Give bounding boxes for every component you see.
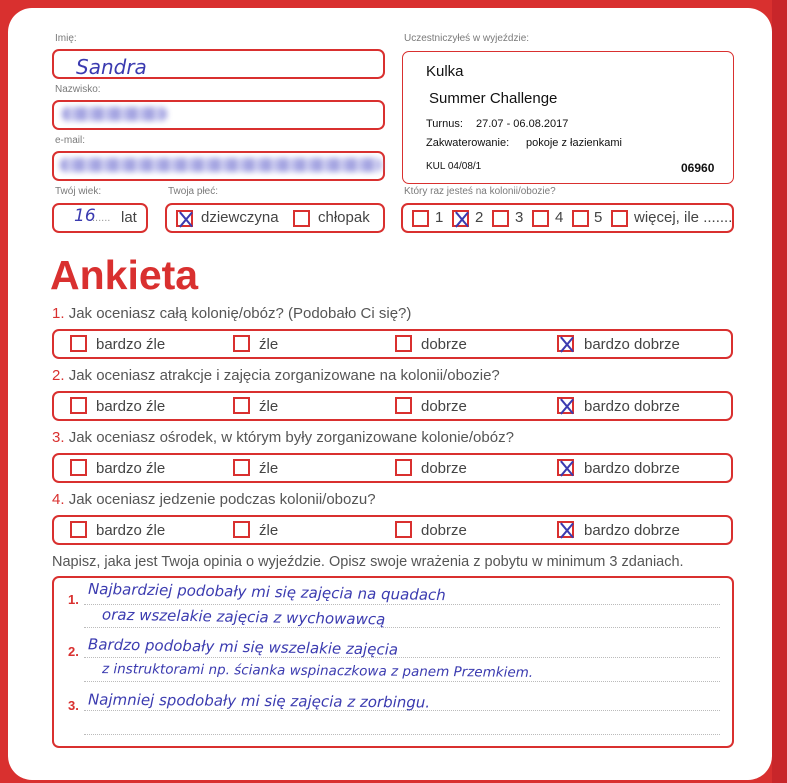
q3-option-bad-label: źle: [259, 460, 279, 477]
q3-option-very-good-label: bardzo dobrze: [584, 460, 680, 477]
q3-option-very-good-checkbox[interactable]: [557, 459, 574, 476]
q4-option-very-bad-label: bardzo źle: [96, 522, 166, 539]
q4-option-very-bad-checkbox[interactable]: [70, 521, 87, 538]
q2-option-bad-label: źle: [259, 398, 279, 415]
q1-option-bad-checkbox[interactable]: [233, 335, 250, 352]
q2-option-good-label: dobrze: [421, 398, 467, 415]
q2-option-bad-checkbox[interactable]: [233, 397, 250, 414]
age-label: Twój wiek:: [55, 186, 102, 197]
q4-option-good-checkbox[interactable]: [395, 521, 412, 538]
times-4-checkbox[interactable]: [532, 210, 549, 227]
times-label: Który raz jesteś na kolonii/obozie?: [404, 186, 556, 197]
answer-line-4: z instruktorami np. ścianka wspinaczkowa z panem Przemkiem.: [101, 661, 534, 681]
accommodation-value: pokoje z łazienkami: [526, 137, 622, 149]
q1-option-good-checkbox[interactable]: [395, 335, 412, 352]
q1-option-very-bad-label: bardzo źle: [96, 336, 166, 353]
q2-option-good-checkbox[interactable]: [395, 397, 412, 414]
page-edge: [772, 0, 787, 783]
q1-option-very-bad-checkbox[interactable]: [70, 335, 87, 352]
q3-option-very-bad-checkbox[interactable]: [70, 459, 87, 476]
times-3-checkbox[interactable]: [492, 210, 509, 227]
question-2-number: 2.: [52, 367, 65, 384]
times-5-checkbox[interactable]: [572, 210, 589, 227]
turnus-value: 27.07 - 06.08.2017: [476, 118, 569, 130]
question-1-number: 1.: [52, 305, 65, 322]
gender-label: Twoja płeć:: [168, 186, 219, 197]
times-more-label: więcej, ile .......: [634, 209, 733, 226]
gender-male-label: chłopak: [318, 209, 370, 226]
times-5-label: 5: [594, 209, 603, 226]
answer-line-3: Bardzo podobały mi się wszelakie zajęcia: [87, 635, 399, 659]
q1-option-good-label: dobrze: [421, 336, 467, 353]
question-4: [52, 491, 376, 508]
question-2: [52, 367, 500, 384]
gender-female-checkbox[interactable]: [176, 210, 193, 227]
question-3-number: 3.: [52, 429, 65, 446]
answer-number-2: 2.: [68, 644, 79, 659]
q4-option-bad-checkbox[interactable]: [233, 521, 250, 538]
trip-program: Summer Challenge: [429, 90, 558, 107]
q1-option-very-good-checkbox[interactable]: [557, 335, 574, 352]
q1-option-very-good-label: bardzo dobrze: [584, 336, 680, 353]
question-1-text: Jak oceniasz całą kolonię/obóz? (Podobało Ci się?): [68, 305, 412, 322]
question-3-text: Jak oceniasz ośrodek, w którym były zorganizowane kolonie/obóz?: [68, 429, 514, 446]
trip-number: 06960: [681, 161, 715, 175]
gender-male-checkbox[interactable]: [293, 210, 310, 227]
question-2-text: Jak oceniasz atrakcje i zajęcia zorganizowane na kolonii/obozie?: [68, 367, 500, 384]
answer-line: [84, 734, 720, 735]
answer-line-5: Najmniej spodobały mi się zajęcia z zorbingu.: [87, 690, 431, 712]
answer-number-1: 1.: [68, 592, 79, 607]
q3-option-good-label: dobrze: [421, 460, 467, 477]
times-2-label: 2: [475, 209, 484, 226]
age-dots: ......: [92, 212, 111, 224]
times-2-checkbox[interactable]: [452, 210, 469, 227]
email-redacted: [60, 158, 382, 172]
q4-option-very-good-label: bardzo dobrze: [584, 522, 680, 539]
opinion-prompt: Napisz, jaka jest Twoja opinia o wyjeździe. Opisz swoje wrażenia z pobytu w minimum 3 zdaniach.: [52, 554, 684, 570]
times-more-checkbox[interactable]: [611, 210, 628, 227]
trip-code: KUL 04/08/1: [426, 161, 482, 172]
q3-option-bad-checkbox[interactable]: [233, 459, 250, 476]
last-name-label: Nazwisko:: [55, 84, 101, 95]
times-1-checkbox[interactable]: [412, 210, 429, 227]
email-label: e-mail:: [55, 135, 86, 146]
answer-line-1: Najbardziej podobały mi się zajęcia na quadach: [87, 579, 446, 605]
gender-female-label: dziewczyna: [201, 209, 279, 226]
first-name-label: Imię:: [55, 33, 77, 44]
question-4-text: Jak oceniasz jedzenie podczas kolonii/obozu?: [68, 491, 376, 508]
answer-line: [84, 604, 720, 605]
q4-option-bad-label: źle: [259, 522, 279, 539]
trip-label: Uczestniczyłeś w wyjeździe:: [404, 33, 530, 44]
age-unit: lat: [121, 209, 137, 226]
question-4-number: 4.: [52, 491, 65, 508]
times-4-label: 4: [555, 209, 564, 226]
q3-option-very-bad-label: bardzo źle: [96, 460, 166, 477]
q2-option-very-good-checkbox[interactable]: [557, 397, 574, 414]
question-3: [52, 429, 514, 446]
answer-line: [84, 657, 720, 658]
age-value: 16: [74, 206, 96, 226]
q4-option-very-good-checkbox[interactable]: [557, 521, 574, 538]
q1-option-bad-label: źle: [259, 336, 279, 353]
accommodation-label: Zakwaterowanie:: [426, 137, 510, 149]
q2-option-very-bad-label: bardzo źle: [96, 398, 166, 415]
answer-line: [84, 681, 720, 682]
trip-name: Kulka: [426, 63, 464, 80]
q2-option-very-bad-checkbox[interactable]: [70, 397, 87, 414]
answer-line-2: oraz wszelakie zajęcia z wychowawcą: [101, 605, 386, 629]
answer-line: [84, 627, 720, 628]
q4-option-good-label: dobrze: [421, 522, 467, 539]
q3-option-good-checkbox[interactable]: [395, 459, 412, 476]
survey-title: Ankieta: [50, 252, 199, 298]
q2-option-very-good-label: bardzo dobrze: [584, 398, 680, 415]
question-1: [52, 305, 411, 322]
times-1-label: 1: [435, 209, 444, 226]
times-3-label: 3: [515, 209, 524, 226]
last-name-redacted: [62, 107, 167, 121]
first-name-value: Sandra: [76, 55, 147, 79]
turnus-label: Turnus:: [426, 118, 463, 130]
answer-number-3: 3.: [68, 698, 79, 713]
